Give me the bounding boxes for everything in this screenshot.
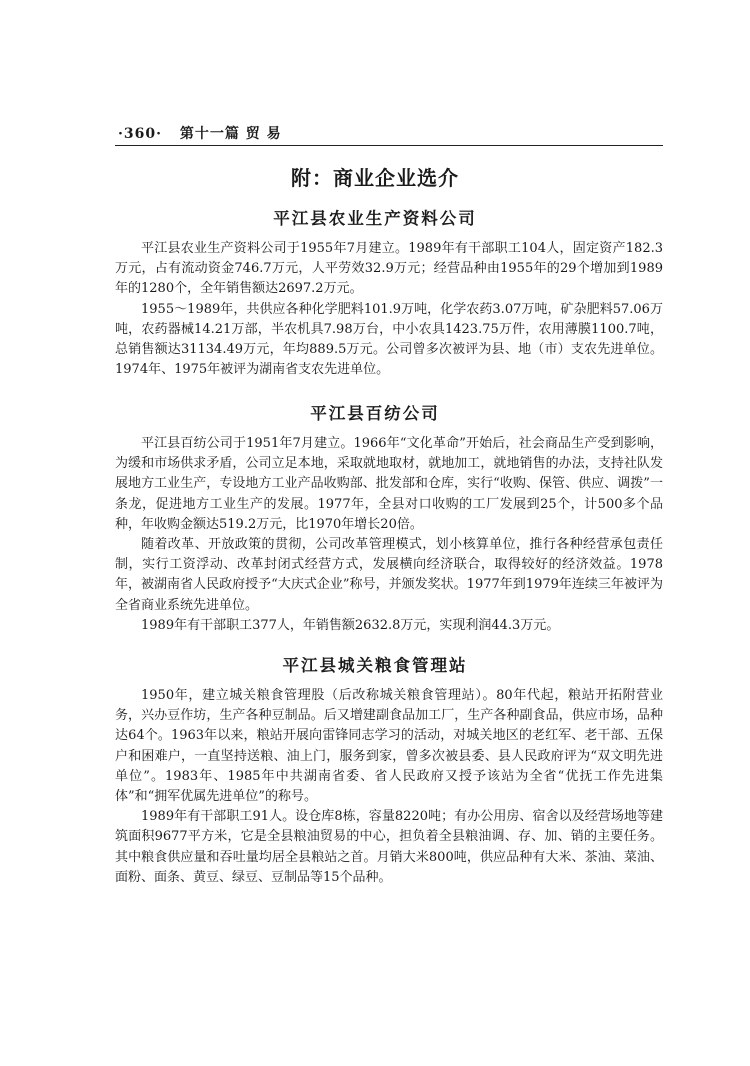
section-body (115, 239, 663, 380)
paragraph: 1989年有干部职工91人。设仓库8栋，容量8220吨；有办公用房、宿舍以及经营场地等建筑面积9677平方米，它是全县粮油贸易的中心，担负着全县粮油调、存、加、销的主要任务。其中粮食供应量和吞吐量均居全县粮站之首。月销大米800吨，供应品种有大米、茶油、菜油、面粉、面条、黄豆、绿豆、豆制品等15个品种。 (115, 809, 663, 885)
paragraph: 1950年，建立城关粮食管理股（后改称城关粮食管理站）。80年代起，粮站开拓附营业务，兴办豆作坊，生产各种豆制品。后又增建副食品加工厂，生产各种副食品，供应市场，品种达64个。1963年以来，粮站开展向雷锋同志学习的活动，对城关地区的老红军、老干部、五保户和困难户，一直坚持送粮、油上门，服务到家，曾多次被县委、县人民政府评为“双文明先进单位”。1983年、1985年中共湖南省委、省人民政府又授予该站为全省“优抚工作先进集体”和“拥军优属先进单位”的称号。 (115, 688, 663, 805)
section-body (115, 434, 663, 636)
paragraph: 平江县农业生产资料公司于1955年7月建立。1989年有干部职工104人，固定资产182.3万元，占有流动资金746.7万元，人平劳效32.9万元；经营品种由1955年的29个增加到1989年的1280个，全年销售额达2697.2万元。 (115, 241, 663, 297)
paragraph: 1955～1989年，共供应各种化学肥料101.9万吨，化学农药3.07万吨，矿杂肥料57.06万吨，农药器械14.21万部，半农机具7.98万台，中小农具1423.75万件，农用薄膜1100.7吨，总销售额达31134.49万元，年均889.5万元。公司曾多次被评为县、地（市）支农先进单位。1974年、1975年被评为湖南省支农先进单位。 (115, 301, 663, 378)
section-title: 平江县农业生产资料公司 (273, 209, 477, 228)
paragraph: 1989年有干部职工377人，年销售额2632.8万元，实现利润44.3万元。 (141, 617, 560, 633)
section-body (115, 686, 663, 888)
section-title: 平江县百纺公司 (310, 404, 440, 423)
paragraph: 平江县百纺公司于1951年7月建立。1966年“文化革命”开始后，社会商品生产受到影响，为缓和市场供求矛盾，公司立足本地，采取就地取材，就地加工，就地销售的办法，支持社队发展地方工业生产，专设地方工业产品收购部、批发部和仓库，实行“收购、保管、供应、调拨”一条龙，促进地方工业生产的发展。1977年，全县对口收购的工厂发展到25个，计500多个品种，年收购金额达519.2万元，比1970年增长20倍。 (115, 436, 663, 532)
header-rule (115, 145, 663, 146)
page-title: 附：商业企业选介 (291, 166, 459, 190)
section-title: 平江县城关粮食管理站 (282, 656, 468, 675)
page-number: ·360· (118, 126, 162, 142)
page-header (118, 123, 282, 143)
paragraph: 随着改革、开放政策的贯彻，公司改革管理模式，划小核算单位，推行各种经营承包责任制，实行工资浮动、改革封闭式经营方式，发展横向经济联合，取得较好的经济效益。1978年，被湖南省人民政府授予“大庆式企业”称号，并颁发奖状。1977年到1979年连续三年被评为全省商业系统先进单位。 (115, 537, 663, 613)
chapter-title: 第十一篇 贸 易 (179, 126, 282, 142)
